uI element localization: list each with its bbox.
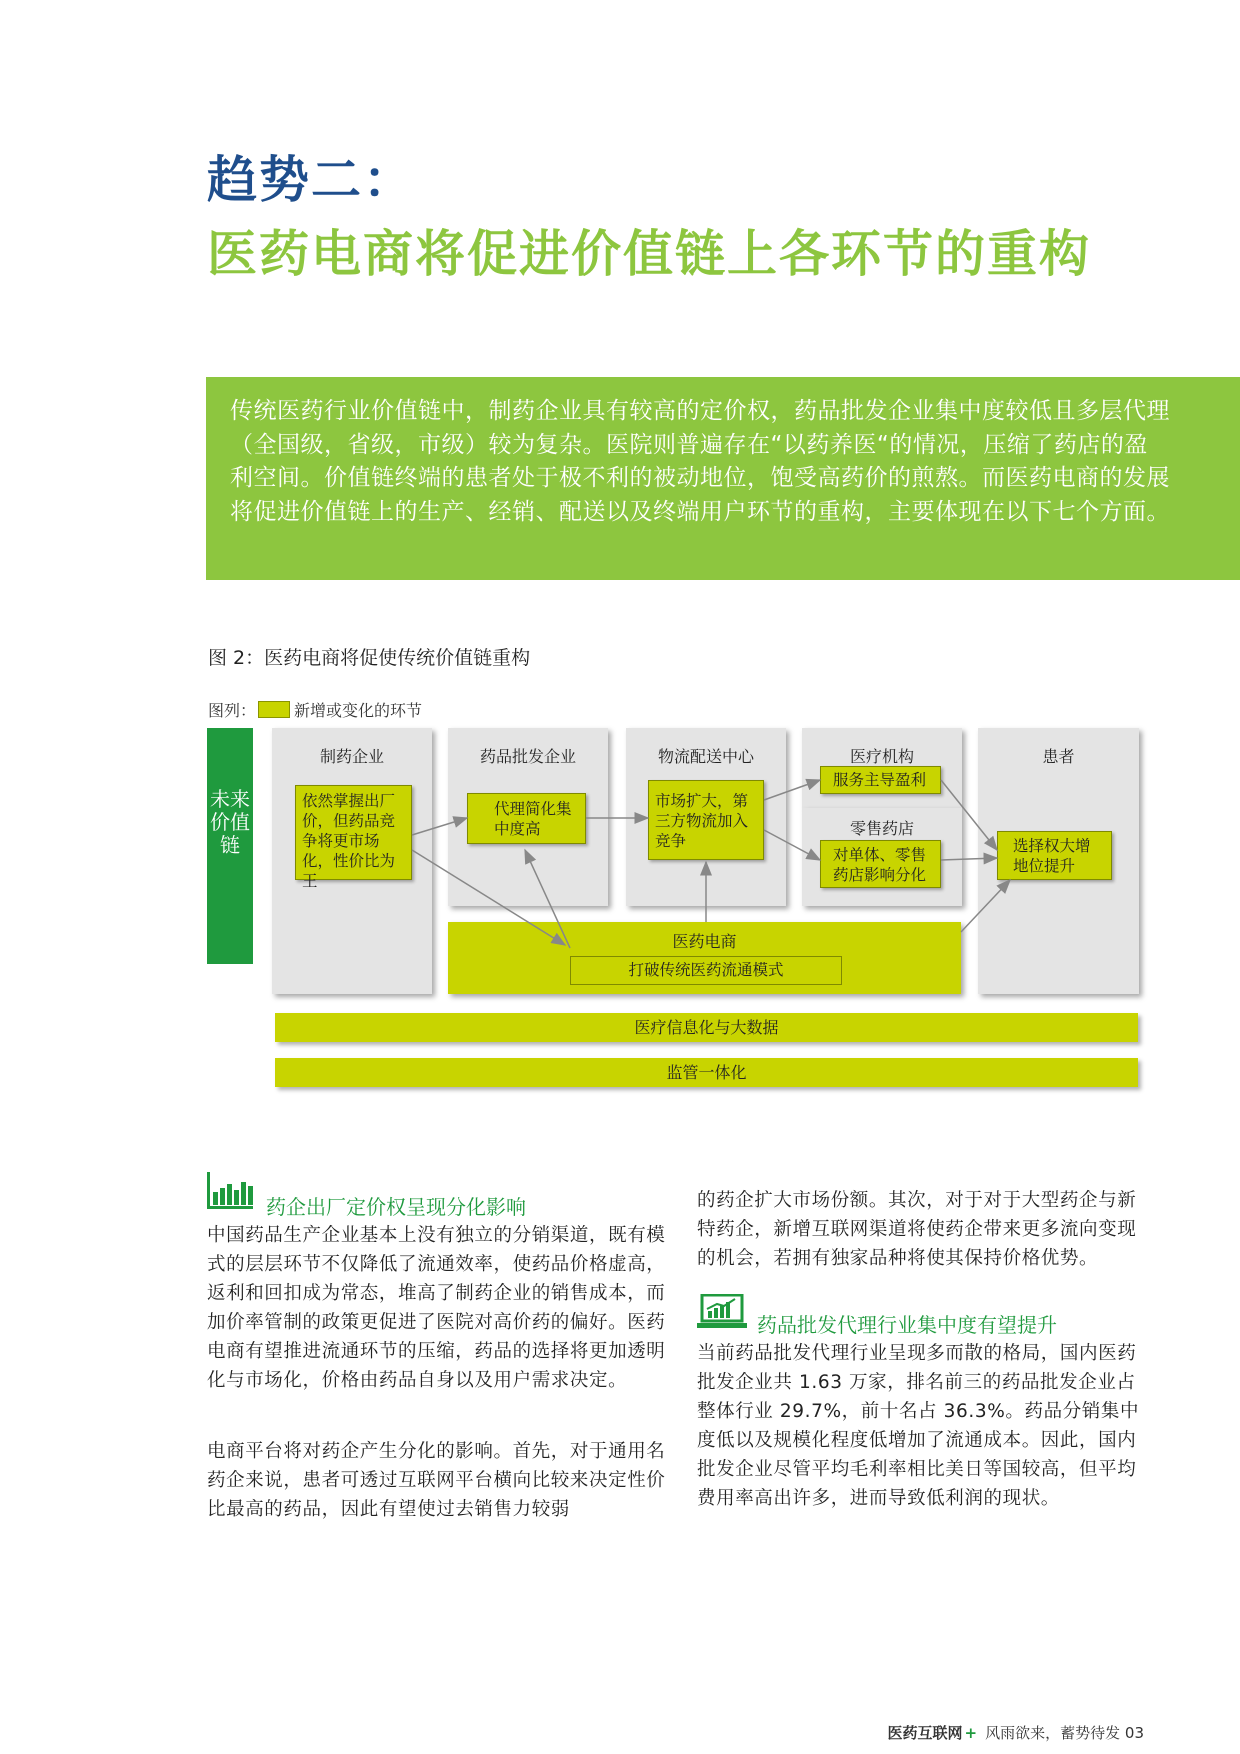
section1-para1: 中国药品生产企业基本上没有独立的分销渠道，既有模式的层层环节不仅降低了流通效率，使药品价格虚高，返利和回扣成为常态，堆高了制药企业的销售成本，而加价率管制的政策更促进了医院对高价药的偏好。医药电商有望推进流通环节的压缩，药品的选择将更加透明化与市场化，价格由药品自身以及用户需求决定。 bbox=[207, 1225, 666, 1391]
section2-heading: 药品批发代理行业集中度有望提升 bbox=[757, 1313, 1057, 1337]
box-medical: 服务主导盈利 bbox=[820, 766, 941, 794]
side-label-text: 未来价值链 bbox=[210, 787, 250, 857]
arrow-logistics-retail bbox=[764, 830, 820, 860]
box-logistics: 市场扩大，第三方物流加入竞争 bbox=[648, 780, 764, 860]
title-line-1: 趋势二： bbox=[207, 151, 415, 209]
bar-regulation: 监管一体化 bbox=[275, 1058, 1138, 1087]
arrow-retail-patient bbox=[941, 858, 997, 860]
section1-para2: 电商平台将对药企产生分化的影响。首先，对于通用名药企来说，患者可透过互联网平台横向比较来决定性价比最高的药品，因此有望使过去销售力较弱 bbox=[207, 1441, 666, 1520]
ecommerce-label: 医药电商 bbox=[672, 932, 737, 951]
section1-heading: 药企出厂定价权呈现分化影响 bbox=[266, 1195, 526, 1219]
arrow-ecommerce-patient bbox=[961, 880, 1010, 932]
column-retail-head: 零售药店 bbox=[849, 819, 914, 838]
arrow-logistics-medical bbox=[764, 780, 820, 800]
column-patient-head: 患者 bbox=[1042, 747, 1075, 766]
column-pharma-head: 制药企业 bbox=[319, 747, 384, 766]
section1-para3: 的药企扩大市场份额。其次，对于对于大型药企与新特药企，新增互联网渠道将使药企带来更多流向变现的机会，若拥有独家品种将使其保持价格优势。 bbox=[697, 1190, 1137, 1269]
arrow-pharma-ecommerce bbox=[412, 850, 565, 945]
box-wholesale: 代理简化集中度高 bbox=[467, 793, 586, 844]
column-medical-head: 医疗机构 bbox=[849, 747, 914, 766]
section2-para1: 当前药品批发代理行业呈现多而散的格局，国内医药批发企业共 1.63 万家，排名前三的药品批发企业占整体行业 29.7%，前十名占 36.3%。药品分销集中度低以及规模化程度低增加了流通成本。因此，国内批发企业尽管平均毛利率相比美日等国较高，但平均费用率高出许多，进而导致低利润的现状。 bbox=[697, 1343, 1140, 1509]
intro-text: 传统医药行业价值链中，制药企业具有较高的定价权，药品批发企业集中度较低且多层代理（全国级，省级，市级）较为复杂。医院则普遍存在“以药养医“的情况，压缩了药店的盈利空间。价值链终端的患者处于极不利的被动地位，饱受高药价的煎熬。而医药电商的发展将促进价值链上的生产、经销、配送以及终端用户环节的重构，主要体现在以下七个方面。 bbox=[230, 398, 1170, 525]
box-patient: 选择权大增地位提升 bbox=[997, 831, 1112, 880]
legend-prefix: 图列： bbox=[208, 701, 257, 720]
ecommerce-sub: 打破传统医药流通模式 bbox=[570, 956, 842, 985]
bar-informatization: 医疗信息化与大数据 bbox=[275, 1013, 1138, 1042]
page-number: 03 bbox=[1124, 1724, 1144, 1742]
page-footer bbox=[888, 1722, 1144, 1743]
arrow-pharma-wholesale bbox=[412, 818, 467, 835]
legend-label: 新增或变化的环节 bbox=[294, 701, 423, 720]
bar-chart-icon bbox=[207, 1170, 255, 1214]
footer-plus: + bbox=[964, 1724, 978, 1742]
box-pharma: 依然掌握出厂价，但药品竞争将更市场化，性价比为王 bbox=[295, 785, 412, 880]
arrow-medical-patient bbox=[941, 780, 997, 850]
footer-tagline: 风雨欲来，蓄势待发 bbox=[985, 1724, 1121, 1742]
box-retail: 对单体、零售药店影响分化 bbox=[820, 840, 941, 888]
column-logistics-head: 物流配送中心 bbox=[657, 747, 754, 766]
figure-title: 图 2：医药电商将促使传统价值链重构 bbox=[208, 647, 531, 669]
footer-brand: 医药互联网 bbox=[887, 1724, 963, 1742]
title-line-2: 医药电商将促进价值链上各环节的重构 bbox=[207, 225, 1091, 283]
laptop-chart-icon bbox=[697, 1294, 747, 1334]
column-wholesale-head: 药品批发企业 bbox=[479, 747, 576, 766]
